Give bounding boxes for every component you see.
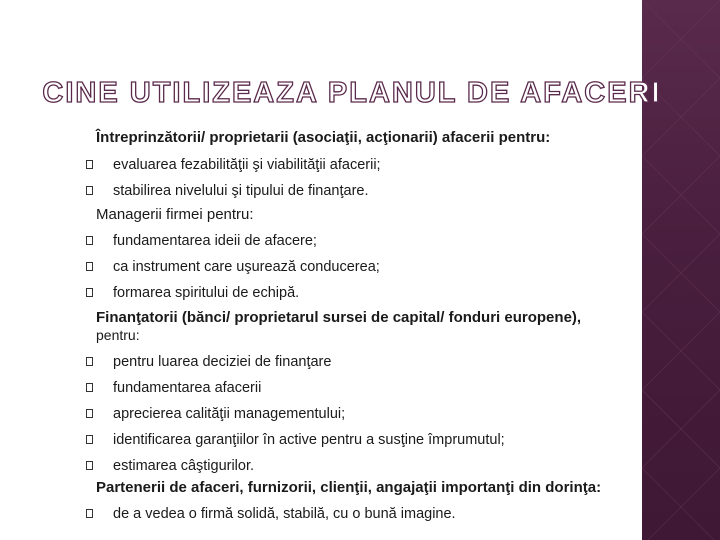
section-subheading: pentru: — [96, 327, 140, 343]
checkbox-bullet-icon — [86, 435, 93, 444]
section-heading: Finanţatorii (bănci/ proprietarul sursei de capital/ fonduri europene), — [96, 309, 582, 326]
checkbox-bullet-icon — [86, 160, 93, 169]
list-item: evaluarea fezabilităţii şi viabilităţii afacerii; — [96, 156, 642, 174]
checkbox-bullet-icon — [86, 357, 93, 366]
slide-title — [42, 72, 662, 112]
section-financiers — [96, 308, 642, 475]
slide-title-text: CINE UTILIZEAZA PLANUL DE AFACERI — [42, 77, 662, 109]
list-item: aprecierea calităţii managementului; — [96, 405, 642, 423]
list-item: formarea spiritului de echipă. — [96, 284, 642, 302]
checkbox-bullet-icon — [86, 409, 93, 418]
section-heading: Partenerii de afaceri, furnizorii, clienţii, angajaţii importanţi din dorinţa: — [96, 479, 602, 496]
checkbox-bullet-icon — [86, 262, 93, 271]
checkbox-bullet-icon — [86, 383, 93, 392]
section-heading: Întreprinzătorii/ proprietarii (asociaţii, acţionarii) afacerii pentru: — [96, 129, 551, 146]
list-item: de a vedea o firmă solidă, stabilă, cu o bună imagine. — [96, 505, 642, 523]
list-item: identificarea garanţiilor în active pentru a susţine împrumutul; — [96, 431, 642, 449]
list-item: pentru luarea deciziei de finanţare — [96, 353, 642, 371]
section-partners — [96, 478, 642, 523]
checkbox-bullet-icon — [86, 186, 93, 195]
list-item: stabilirea nivelului şi tipului de finanţare. — [96, 182, 642, 200]
checkbox-bullet-icon — [86, 236, 93, 245]
list-item: estimarea câştigurilor. — [96, 457, 642, 475]
list-item: ca instrument care uşurează conducerea; — [96, 258, 642, 276]
checkbox-bullet-icon — [86, 509, 93, 518]
section-owners — [96, 128, 642, 200]
checkbox-bullet-icon — [86, 288, 93, 297]
section-heading: Managerii firmei pentru — [96, 206, 250, 223]
section-managers: Managerii firmei pentru: fundamentarea ideii de afacere; ca instrument care uşurează conducerea; formarea spiritului de echipă. — [96, 205, 642, 302]
checkbox-bullet-icon — [86, 461, 93, 470]
list-item: fundamentarea afacerii — [96, 379, 642, 397]
list-item: fundamentarea ideii de afacere; — [96, 232, 642, 250]
